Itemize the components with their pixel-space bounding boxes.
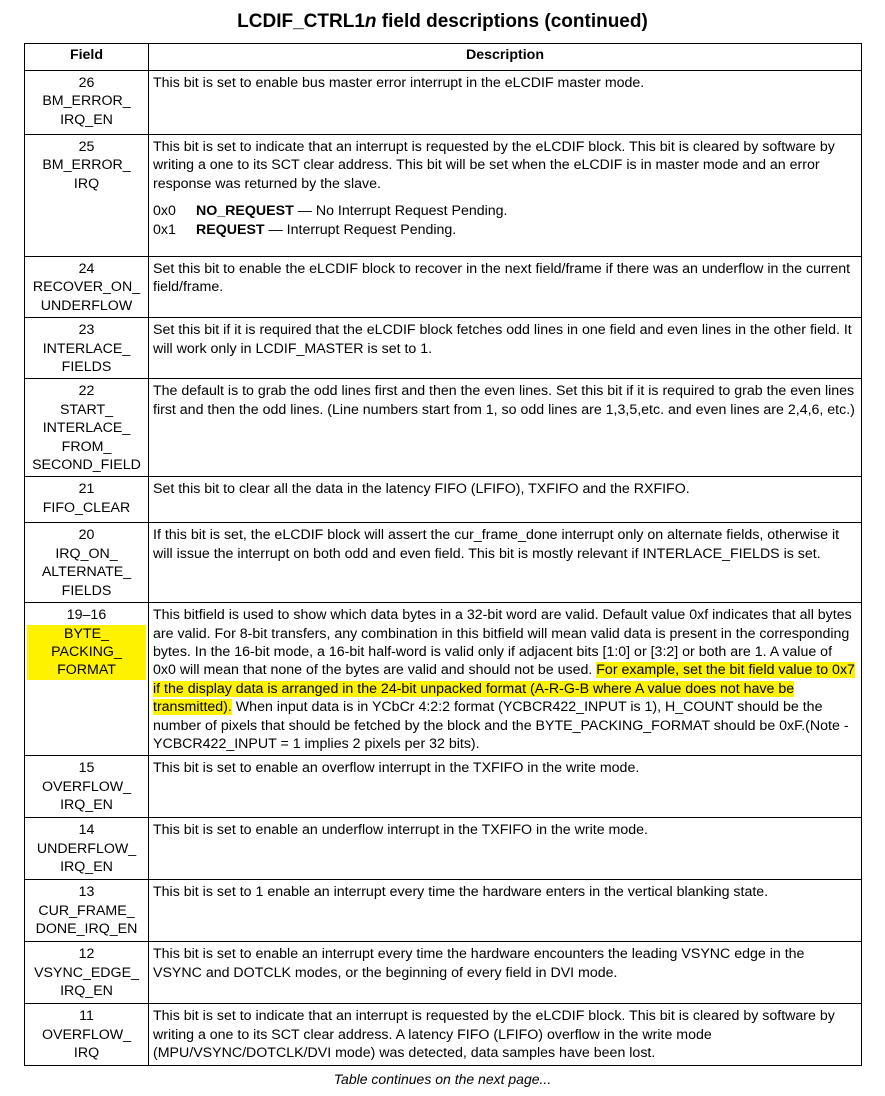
field-bits: 26	[78, 75, 95, 91]
description-text: Set this bit if it is required that the eLCDIF block fetches odd lines in one field and even lines in the other field. It will work only in LCDIF_MASTER is set to 1.	[153, 322, 852, 357]
value-text: — No Interrupt Request Pending.	[293, 203, 508, 220]
table-row	[25, 379, 862, 477]
description-text: This bit is set to 1 enable an interrupt every time the hardware enters in the vertical blanking state.	[153, 884, 769, 901]
field-name-line: FROM_	[61, 438, 112, 455]
description-cell	[149, 257, 862, 318]
field-name-line: IRQ_EN	[60, 859, 113, 876]
field-bits: 14	[78, 822, 95, 839]
value-code: 0x0	[153, 203, 176, 220]
field-cell	[25, 257, 149, 318]
description-text	[153, 606, 857, 753]
description-text: Set this bit to clear all the data in the latency FIFO (LFIFO), TXFIFO and the RXFIFO.	[153, 481, 690, 498]
description-cell	[149, 477, 862, 523]
table-row	[25, 880, 862, 942]
field-name-line: RECOVER_ON_	[32, 279, 141, 296]
description-cell	[149, 818, 862, 880]
description-text: This bit is set to enable an overflow interrupt in the TXFIFO in the write mode.	[153, 760, 640, 777]
table-row	[25, 71, 862, 135]
value-text: — Interrupt Request Pending.	[264, 221, 457, 238]
field-bits: 24	[78, 261, 95, 277]
table-row	[25, 523, 862, 603]
field-name-line: IRQ_EN	[60, 111, 113, 128]
field-name-line: IRQ_ON_	[55, 545, 118, 562]
field-name-line	[27, 643, 146, 661]
description-cell	[149, 318, 862, 379]
table-row	[25, 942, 862, 1004]
table-row	[25, 257, 862, 318]
description-text: If this bit is set, the eLCDIF block will assert the cur_frame_done interrupt only on alternate fields, otherwise it will issue the interrupt on both odd and even field. This bit is mostly relevant if INTERLACE_FIELDS is set.	[153, 527, 840, 562]
field-name-line: VSYNC_EDGE_	[34, 964, 139, 981]
field-name-line: FIFO_CLEAR	[42, 499, 131, 516]
field-cell	[25, 1004, 149, 1066]
description-text: This bit is set to enable an interrupt every time the hardware encounters the leading VSYNC edge in the VSYNC and DOTCLK modes, or the beginning of every field in DVI mode.	[153, 946, 805, 981]
value-entry	[153, 202, 857, 220]
field-bits: 20	[78, 527, 95, 544]
description-text: This bit is set to indicate that an interrupt is requested by the eLCDIF block. This bit is cleared by software by writing a one to its SCT clear address. A latency FIFO (LFIFO) overflow in the write mode (MPU/VSYNC/DOTCLK/DVI mode) was detected, data samples have been lost.	[153, 1008, 835, 1062]
description-cell	[149, 379, 862, 477]
field-name-line: OVERFLOW_	[41, 1026, 132, 1043]
field-name-line: INTERLACE_	[42, 340, 131, 357]
table-row	[25, 1004, 862, 1066]
field-name-line: INTERLACE_	[42, 420, 131, 437]
field-name-line: UNDERFLOW	[40, 297, 133, 314]
table-row	[25, 818, 862, 880]
field-name-line: IRQ_EN	[60, 983, 113, 1000]
field-name-line: UNDERFLOW_	[36, 840, 137, 857]
field-name-line: CUR_FRAME_	[38, 902, 135, 919]
field-name-line: START_	[59, 401, 114, 418]
field-cell	[25, 942, 149, 1004]
description-fragment: This bitfield is used to show which data bytes in a 32-bit word are valid. Default value 0xf indicates that all bytes are valid. For 8-bit transfers, any combination in this bitfield will mean valid data is present in the corresponding bytes. In the 16-bit mode, a 16-bit half-word is valid only if adjacent bits [1:0] or [3:2] or both are 1. A value of 0x0 will mean that none of the bytes are valid and should not be used.	[153, 607, 852, 679]
table-row	[25, 603, 862, 756]
field-bits: 23	[78, 322, 95, 339]
highlighted-text: BYTE_	[27, 625, 146, 643]
field-name-line	[27, 625, 146, 643]
field-cell	[25, 318, 149, 379]
page-title	[0, 10, 885, 34]
field-cell	[25, 135, 149, 257]
description-cell	[149, 880, 862, 942]
description-column-header: Description	[149, 44, 862, 71]
description-cell	[149, 135, 862, 257]
title-italic: n	[364, 11, 377, 32]
field-name-line: IRQ	[73, 1045, 100, 1062]
description-text: This bit is set to enable an underflow interrupt in the TXFIFO in the write mode.	[153, 822, 648, 839]
field-name-line: SECOND_FIELD	[32, 457, 141, 474]
field-descriptions-table	[24, 43, 862, 1066]
value-list	[153, 202, 857, 239]
description-text: This bit is set to indicate that an interrupt is requested by the eLCDIF block. This bit is cleared by software by writing a one to its SCT clear address. This bit will be set when the eLCDIF is in master mode and an error response was returned by the slave.	[153, 139, 835, 192]
field-name-line: FIELDS	[61, 359, 112, 376]
description-cell	[149, 756, 862, 818]
value-name: NO_REQUEST	[196, 203, 294, 220]
field-bits: 15	[78, 760, 95, 777]
highlighted-text: PACKING_	[27, 643, 146, 661]
value-code: 0x1	[153, 221, 176, 238]
description-text: Set this bit to enable the eLCDIF block to recover in the next field/frame if there was an underflow in the current field/frame.	[153, 261, 851, 296]
field-cell	[25, 71, 149, 135]
field-bits: 19–16	[66, 607, 107, 624]
title-suffix: field descriptions (continued)	[376, 11, 648, 32]
table-row	[25, 318, 862, 379]
field-name-line: IRQ_EN	[60, 797, 113, 814]
table-header-row	[25, 44, 862, 71]
field-name-line: IRQ	[73, 175, 100, 192]
field-cell	[25, 818, 149, 880]
field-cell	[25, 603, 149, 756]
field-name-line: ALTERNATE_	[41, 564, 132, 581]
field-bits: 22	[78, 383, 95, 400]
field-bits: 11	[79, 1008, 94, 1025]
field-name-line: DONE_IRQ_EN	[35, 921, 138, 938]
description-text: The default is to grab the odd lines first and then the even lines. Set this bit if it is required to grab the even lines first and then the odd lines. (Line numbers start from 1, so odd lines are 1,3,5,etc. and even lines are 2,4,6, etc.)	[153, 383, 855, 418]
field-name-line: OVERFLOW_	[41, 778, 132, 795]
value-name: REQUEST	[196, 221, 265, 238]
highlighted-text: FORMAT	[27, 661, 146, 679]
description-fragment: When input data is in YCbCr 4:2:2 format (YCBCR422_INPUT is 1), H_COUNT should be the number of pixels that should be fetched by the block and the BYTE_PACKING_FORMAT should be 0xF.(Note - YCBCR422_INPUT = 1 implies 2 pixels per 32 bits).	[153, 699, 849, 752]
description-cell	[149, 942, 862, 1004]
field-cell	[25, 880, 149, 942]
field-bits: 25	[78, 139, 95, 155]
table-body	[25, 71, 862, 1066]
table-continues-note: Table continues on the next page...	[333, 1071, 552, 1087]
field-bits: 13	[78, 884, 95, 901]
title-prefix: LCDIF_CTRL1	[237, 11, 365, 32]
field-cell	[25, 756, 149, 818]
highlighted-text: For example, set the bit field value to 0x7 if the display data is arranged in the 24-bit unpacked format (A-R-G-B where A value does not have be transmitted).	[153, 662, 855, 716]
field-cell	[25, 523, 149, 603]
field-column-header: Field	[25, 44, 149, 71]
field-cell	[25, 379, 149, 477]
field-name-line: FIELDS	[61, 582, 112, 599]
table-row	[25, 477, 862, 523]
table-row	[25, 756, 862, 818]
field-name-line	[27, 661, 146, 679]
value-entry	[153, 221, 857, 239]
field-name-line: BM_ERROR_	[42, 93, 131, 110]
field-bits: 12	[78, 946, 95, 963]
description-cell	[149, 603, 862, 756]
description-text: This bit is set to enable bus master error interrupt in the eLCDIF master mode.	[153, 75, 645, 91]
table-row	[25, 135, 862, 257]
description-cell	[149, 71, 862, 135]
description-cell	[149, 523, 862, 603]
description-cell	[149, 1004, 862, 1066]
field-cell	[25, 477, 149, 523]
field-bits: 21	[78, 481, 95, 498]
field-name-line: BM_ERROR_	[42, 157, 131, 174]
